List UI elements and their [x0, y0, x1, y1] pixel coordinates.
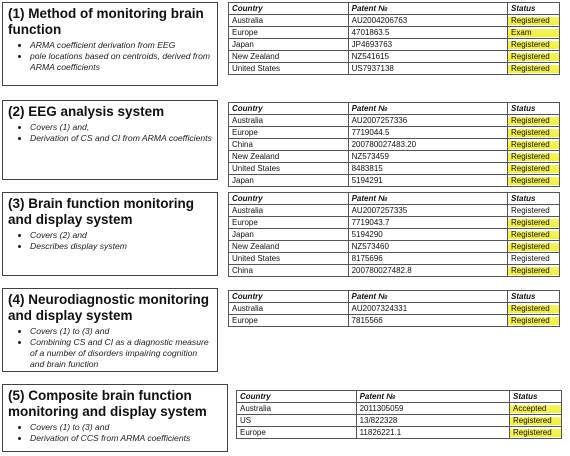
cell-status: Registered [510, 427, 562, 439]
cell-patent: 200780027482.8 [348, 265, 507, 277]
cell-country: Australia [229, 205, 349, 217]
cell-status: Accepted [510, 403, 562, 415]
cell-status: Registered [508, 39, 560, 51]
table-row [229, 315, 560, 327]
col-header-status: Status [510, 391, 562, 403]
cell-country: US [237, 415, 357, 427]
cell-patent: 8483815 [348, 163, 507, 175]
cell-status: Registered [508, 127, 560, 139]
cell-country: Japan [229, 39, 349, 51]
cell-status: Registered [508, 63, 560, 75]
cell-status: Registered [510, 415, 562, 427]
col-header-patent: Patent № [348, 3, 507, 15]
cell-country: Europe [229, 127, 349, 139]
section-1-description [2, 2, 218, 86]
table-row [229, 175, 560, 187]
section-1-bullet-1: • ARMA coefficient derivation from EEG [30, 40, 212, 51]
section-4-bullets [8, 326, 212, 370]
cell-status: Registered [508, 217, 560, 229]
section-1-patent-table [228, 2, 560, 75]
cell-status: Registered [508, 15, 560, 27]
table-header-row [229, 3, 560, 15]
section-4-title: (4) Neurodiagnostic monitoring and display system [8, 292, 209, 323]
section-4-description [2, 288, 218, 372]
table-row [229, 51, 560, 63]
col-header-status: Status [508, 193, 560, 205]
cell-patent: AU2004206763 [348, 15, 507, 27]
section-3-bullets [8, 230, 212, 252]
cell-country: New Zealand [229, 241, 349, 253]
table-row [229, 205, 560, 217]
section-4-bullet-1: • Covers (1) to (3) and [30, 326, 212, 337]
col-header-country: Country [237, 391, 357, 403]
section-1-bullet-2: • pole locations based on centroids, derived from ARMA coefficients [30, 51, 212, 73]
cell-patent: NZ573460 [348, 241, 507, 253]
cell-patent: 7815566 [348, 315, 507, 327]
col-header-patent: Patent № [348, 193, 507, 205]
cell-patent: 7719043.7 [348, 217, 507, 229]
cell-patent: AU2007257336 [348, 115, 507, 127]
table-row [229, 253, 560, 265]
section-5-bullet-2: • Derivation of CCS from ARMA coefficients [30, 433, 222, 444]
table-row [229, 163, 560, 175]
cell-status: Registered [508, 229, 560, 241]
col-header-country: Country [229, 3, 349, 15]
section-1-title: (1) Method of monitoring brain function [8, 6, 204, 37]
cell-patent: 13/822328 [356, 415, 509, 427]
table-row [229, 127, 560, 139]
table-row [229, 151, 560, 163]
table-row [229, 115, 560, 127]
cell-status: Registered [508, 315, 560, 327]
cell-country: United States [229, 163, 349, 175]
table-row [229, 63, 560, 75]
section-5-bullet-1: • Covers (1) to (3) and [30, 422, 222, 433]
cell-patent: NZ541615 [348, 51, 507, 63]
cell-status: Registered [508, 115, 560, 127]
cell-country: Europe [229, 217, 349, 229]
section-2-patent-table [228, 102, 560, 187]
table-row [237, 403, 562, 415]
section-5-patent-table [236, 390, 562, 439]
section-5-bullets [8, 422, 222, 444]
cell-country: China [229, 265, 349, 277]
cell-country: Europe [229, 315, 349, 327]
cell-status: Registered [508, 163, 560, 175]
cell-status: Registered [508, 151, 560, 163]
section-4-bullet-2: • Combining CS and CI as a diagnostic measure of a number of disorders impairing cognition and brain function [30, 337, 212, 370]
cell-country: United States [229, 63, 349, 75]
cell-country: Australia [229, 15, 349, 27]
section-2-bullet-2: • Derivation of CS and CI from ARMA coefficients [30, 133, 212, 144]
section-3-bullet-1: • Covers (2) and [30, 230, 212, 241]
cell-country: Europe [237, 427, 357, 439]
cell-patent: AU2007257335 [348, 205, 507, 217]
section-5-title: (5) Composite brain function monitoring and display system [8, 388, 207, 419]
cell-status: Registered [508, 265, 560, 277]
table-row [229, 39, 560, 51]
cell-country: New Zealand [229, 151, 349, 163]
cell-status: Registered [508, 51, 560, 63]
cell-status: Registered [508, 303, 560, 315]
col-header-patent: Patent № [348, 291, 507, 303]
cell-patent: JP4693763 [348, 39, 507, 51]
table-row [229, 265, 560, 277]
table-header-row [229, 291, 560, 303]
cell-patent: AU2007324331 [348, 303, 507, 315]
table-row [229, 241, 560, 253]
cell-country: Australia [229, 303, 349, 315]
cell-patent: 11826221.1 [356, 427, 509, 439]
cell-country: United States [229, 253, 349, 265]
table-row [229, 303, 560, 315]
table-row [229, 139, 560, 151]
cell-patent: 200780027483.20 [348, 139, 507, 151]
cell-patent: 8175696 [348, 253, 507, 265]
cell-patent: 4701863.5 [348, 27, 507, 39]
section-2-title: (2) EEG analysis system [8, 104, 165, 119]
section-3-description [2, 192, 218, 276]
cell-country: Australia [229, 115, 349, 127]
col-header-status: Status [508, 291, 560, 303]
col-header-country: Country [229, 103, 349, 115]
section-1-bullets [8, 40, 212, 73]
cell-status: Registered [508, 205, 560, 217]
cell-patent: 5194291 [348, 175, 507, 187]
cell-patent: 2011305059 [356, 403, 509, 415]
section-5-description [2, 384, 228, 452]
table-header-row [229, 193, 560, 205]
cell-status: Registered [508, 253, 560, 265]
cell-country: Australia [237, 403, 357, 415]
cell-status: Registered [508, 139, 560, 151]
table-row [237, 415, 562, 427]
cell-country: Europe [229, 27, 349, 39]
table-row [237, 427, 562, 439]
section-3-bullet-2: • Describes display system [30, 241, 212, 252]
col-header-patent: Patent № [348, 103, 507, 115]
section-3-title: (3) Brain function monitoring and display system [8, 196, 194, 227]
section-4-patent-table [228, 290, 560, 327]
cell-status: Registered [508, 175, 560, 187]
cell-status: Exam [508, 27, 560, 39]
cell-country: Japan [229, 175, 349, 187]
cell-patent: US7937138 [348, 63, 507, 75]
col-header-status: Status [508, 3, 560, 15]
cell-country: New Zealand [229, 51, 349, 63]
table-header-row [237, 391, 562, 403]
cell-status: Registered [508, 241, 560, 253]
col-header-status: Status [508, 103, 560, 115]
cell-country: China [229, 139, 349, 151]
cell-country: Japan [229, 229, 349, 241]
table-header-row [229, 103, 560, 115]
col-header-country: Country [229, 291, 349, 303]
section-3-patent-table [228, 192, 560, 277]
section-2-bullet-1: • Covers (1) and, [30, 122, 212, 133]
table-row [229, 217, 560, 229]
cell-patent: 7719044.5 [348, 127, 507, 139]
table-row [229, 27, 560, 39]
table-row [229, 229, 560, 241]
col-header-country: Country [229, 193, 349, 205]
table-row [229, 15, 560, 27]
section-2-bullets [8, 122, 212, 144]
section-2-description [2, 100, 218, 180]
col-header-patent: Patent № [356, 391, 509, 403]
cell-patent: NZ573459 [348, 151, 507, 163]
cell-patent: 5194290 [348, 229, 507, 241]
